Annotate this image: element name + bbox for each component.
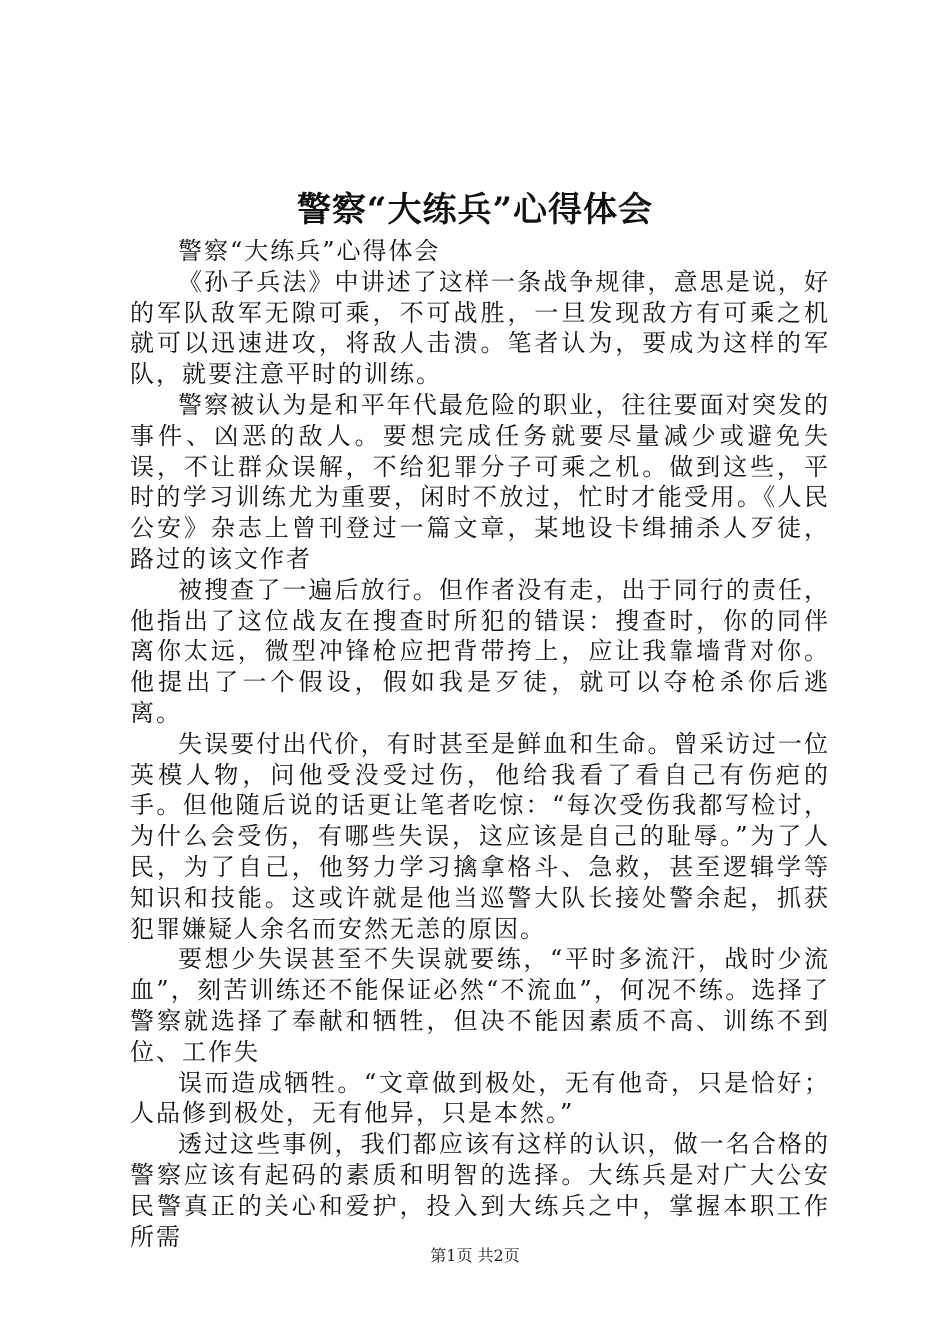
paragraph: 透过这些事例，我们都应该有这样的认识，做一名合格的警察应该有起码的素质和明智的选择。大练兵是对广大公安民警真正的关心和爱护，投入到大练兵之中，掌握本职工作所需 (130, 1130, 830, 1251)
paragraph-subtitle: 警察“大练兵”心得体会 (178, 237, 441, 265)
paragraph: 《孙子兵法》中讲述了这样一条战争规律，意思是说，好的军队敌军无隙可乘，不可战胜，一旦发现敌方有可乘之机就可以迅速进攻，将敌人击溃。笔者认为，要成为这样的军队，就要注意平时的训练。 (130, 267, 830, 389)
paragraph: 误而造成牺牲。“文章做到极处，无有他奇，只是恰好；人品修到极处，无有他异，只是本然。” (130, 1068, 830, 1128)
document-body (130, 236, 830, 1252)
page-number-footer: 第1页 共2页 (430, 1246, 520, 1265)
paragraph: 警察被认为是和平年代最危险的职业，往往要面对突发的事件、凶恶的敌人。要想完成任务就要尽量减少或避免失误，不让群众误解，不给犯罪分子可乘之机。做到这些，平时的学习训练尤为重要，闲时不放过，忙时才能受用。《人民公安》杂志上曾刊登过一篇文章，某地设卡缉捕杀人歹徒，路过的该文作者 (130, 390, 830, 573)
paragraph: 失误要付出代价，有时甚至是鲜血和生命。曾采访过一位英模人物，问他受没受过伤，他给我看了看自己有伤疤的手。但他随后说的话更让笔者吃惊：“每次受伤我都写检讨，为什么会受伤，有哪些失误，这应该是自己的耻辱。”为了人民，为了自己，他努力学习擒拿格斗、急救，甚至逻辑学等知识和技能。这或许就是他当巡警大队长接处警余起，抓获犯罪嫌疑人余名而安然无恙的原因。 (130, 729, 830, 943)
paragraph: 被搜查了一遍后放行。但作者没有走，出于同行的责任，他指出了这位战友在搜查时所犯的错误：搜查时，你的同伴离你太远，微型冲锋枪应把背带挎上，应让我靠墙背对你。他提出了一个假设，假如我是歹徒，就可以夺枪杀你后逃离。 (130, 575, 830, 727)
document-title: 警察“大练兵”心得体会 (296, 190, 654, 230)
paragraph: 要想少失误甚至不失误就要练，“平时多流汗，战时少流血”，刻苦训练还不能保证必然“不流血”，何况不练。选择了警察就选择了奉献和牺牲，但决不能因素质不高、训练不到位、工作失 (130, 945, 830, 1066)
